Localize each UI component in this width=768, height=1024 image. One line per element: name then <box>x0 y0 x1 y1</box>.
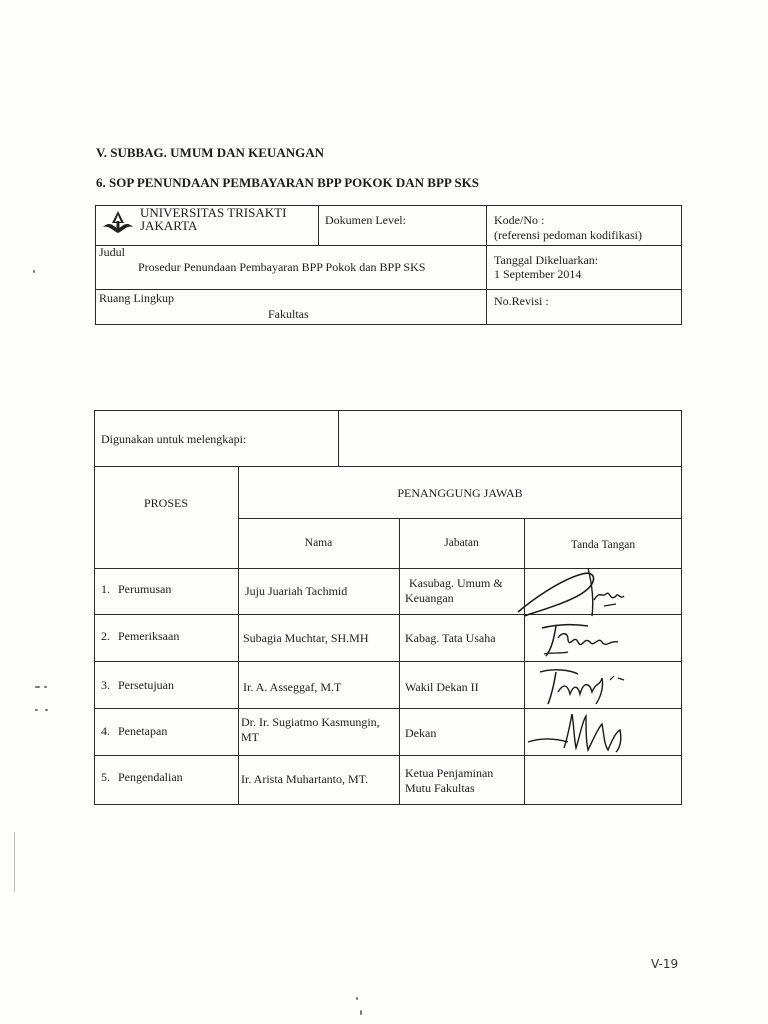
university-name: UNIVERSITAS TRISAKTI <box>140 205 287 220</box>
row-number: 1. <box>101 582 110 596</box>
scan-mark <box>45 709 48 711</box>
proses-name: Penetapan <box>118 724 168 738</box>
person-name-line-1: Dr. Ir. Sugiatmo Kasmungin, <box>241 715 380 729</box>
university-city: JAKARTA <box>140 218 198 233</box>
judul-value: Prosedur Penundaan Pembayaran BPP Pokok dan BPP SKS <box>138 260 426 274</box>
tanda-tangan-header: Tanda Tangan <box>570 539 636 551</box>
code-label: Kode/No : <box>494 213 545 227</box>
doc-level-label: Dokumen Level: <box>325 213 406 227</box>
row-number: 5. <box>101 770 110 784</box>
signature-pemeriksaan <box>538 618 628 662</box>
position-line-2: Mutu Fakultas <box>405 781 475 795</box>
issue-date-label: Tanggal Dikeluarkan: <box>494 253 599 267</box>
person-name: Juju Juariah Tachmid <box>245 584 348 598</box>
scan-mark <box>35 686 40 688</box>
issue-date-value: 1 September 2014 <box>494 267 582 281</box>
position-line-1: Ketua Penjaminan <box>405 766 494 780</box>
scan-mark <box>33 270 35 273</box>
penanggung-jawab-header: PENANGGUNG JAWAB <box>397 486 523 500</box>
proses-name: Perumusan <box>118 582 172 596</box>
scan-mark <box>44 686 47 688</box>
signature-persetujuan <box>534 664 644 708</box>
proses-header: PROSES <box>143 496 189 510</box>
scan-mark <box>35 709 38 711</box>
person-name-line-2: MT <box>241 730 259 744</box>
signature-penetapan <box>524 708 634 758</box>
scan-mark <box>356 997 358 1000</box>
position-line-1: Kasubag. Umum & <box>409 576 503 590</box>
page-number: V-19 <box>651 957 679 971</box>
trisakti-logo-icon <box>101 209 135 235</box>
jabatan-header: Jabatan <box>444 537 479 549</box>
scan-edge-line <box>14 832 15 892</box>
proses-name: Persetujuan <box>118 678 174 692</box>
position-line-1: Kabag. Tata Usaha <box>405 631 496 645</box>
row-number: 4. <box>101 724 110 738</box>
person-name: Ir. A. Asseggaf, M.T <box>243 680 342 694</box>
scope-value: Fakultas <box>268 307 309 321</box>
row-number: 3. <box>101 678 110 692</box>
signature-perumusan <box>512 560 642 622</box>
proses-name: Pemeriksaan <box>118 629 180 643</box>
code-reference: (referensi pedoman kodifikasi) <box>494 228 642 242</box>
row-number: 2. <box>101 629 110 643</box>
revision-label: No.Revisi : <box>494 294 549 308</box>
nama-header: Nama <box>304 537 333 549</box>
position-line-1: Wakil Dekan II <box>405 680 479 694</box>
person-name: Ir. Arista Muhartanto, MT. <box>241 772 369 786</box>
proses-name: Pengendalian <box>118 770 183 784</box>
used-for-label: Digunakan untuk melengkapi: <box>101 432 247 446</box>
judul-label: Judul <box>99 245 126 259</box>
person-name: Subagia Muchtar, SH.MH <box>243 631 369 645</box>
sop-title: 6. SOP PENUNDAAN PEMBAYARAN BPP POKOK DAN BPP SKS <box>96 175 479 190</box>
scan-mark <box>360 1010 362 1015</box>
section-title: V. SUBBAG. UMUM DAN KEUANGAN <box>96 145 324 160</box>
position-line-2: Keuangan <box>405 591 454 605</box>
scope-label: Ruang Lingkup <box>99 291 174 305</box>
position-line-1: Dekan <box>405 726 437 740</box>
